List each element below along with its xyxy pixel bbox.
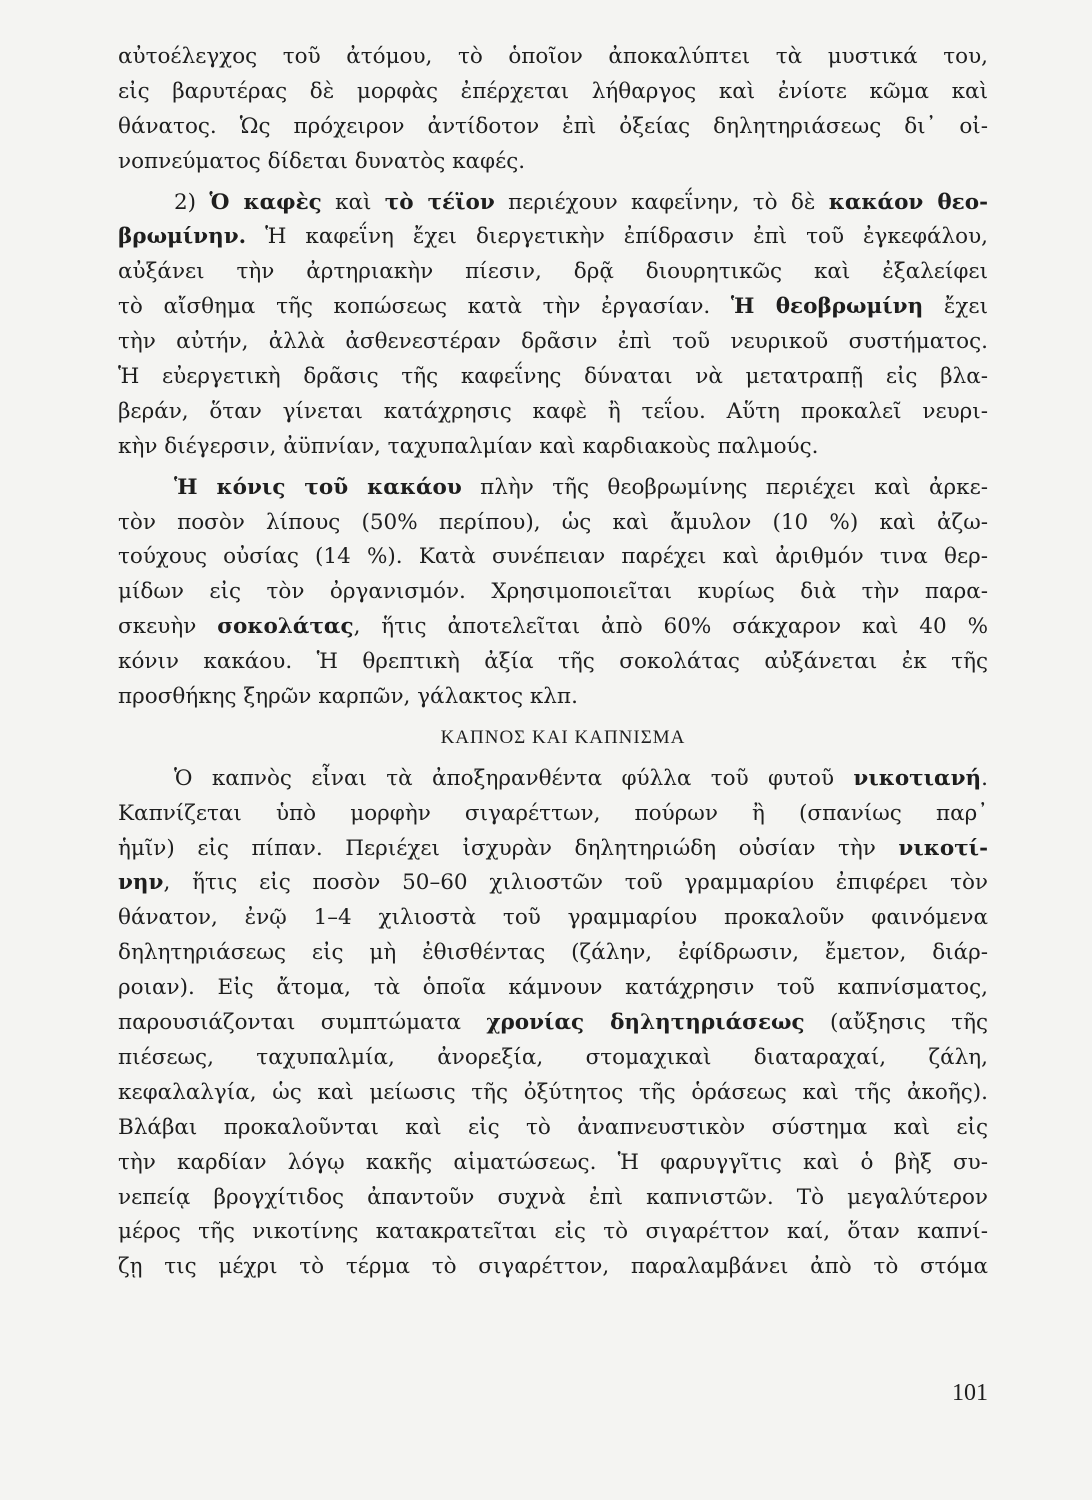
text-segment: Ὁ καπνὸς εἶναι τὰ ἀποξηρανθέντα φύλλα τοῦ φυτοῦ — [174, 765, 854, 791]
text-segment: καὶ — [321, 189, 385, 215]
text-segment: αὐξάνει τὴν ἀρτηριακὴν πίεσιν, δρᾷ διουρητικῶς καὶ ἐξαλείφει — [118, 259, 988, 285]
text-segment: κὴν διέγερσιν, ἀϋπνίαν, ταχυπαλμίαν καὶ καρδιακοὺς παλμούς. — [118, 433, 819, 459]
text-line — [118, 1250, 988, 1285]
text-segment: ΚΑΠΝΟΣ ΚΑΙ ΚΑΠΝΙΣΜΑ — [440, 726, 686, 748]
bold-term: νην — [118, 870, 164, 896]
text-segment: νοπνεύματος δίδεται δυνατὸς καφές. — [118, 148, 526, 174]
text-segment: μέρος τῆς νικοτίνης κατακρατεῖται εἰς τὸ σιγαρέττον καί, ὅταν καπνί- — [118, 1219, 988, 1245]
text-segment: Ἡ εὐεργετικὴ δρᾶσις τῆς καφεΐνης δύναται νὰ μετατραπῇ εἰς βλα- — [118, 364, 988, 390]
text-segment: νεπείᾳ βρογχίτιδος ἀπαντοῦν συχνὰ ἐπὶ καπνιστῶν. Τὸ μεγαλύτερον — [118, 1184, 988, 1210]
text-segment: (αὔξησις τῆς — [804, 1010, 988, 1036]
text-line — [118, 866, 988, 901]
text-segment: τὴν αὐτήν, ἀλλὰ ἀσθενεστέραν δρᾶσιν ἐπὶ τοῦ νευρικοῦ συστήματος. — [118, 329, 988, 355]
text-line — [118, 145, 988, 180]
text-segment: ροιαν). Εἰς ἄτομα, τὰ ὁποῖα κάμνουν κατάχρησιν τοῦ καπνίσματος, — [118, 975, 988, 1001]
text-line — [118, 936, 988, 971]
text-segment: ἔχει — [923, 294, 988, 320]
text-segment: αὐτοέλεγχος τοῦ ἀτόμου, τὸ ὁποῖον ἀποκαλύπτει τὰ μυστικά του, — [118, 44, 988, 69]
text-line — [118, 220, 988, 255]
text-line — [118, 1041, 988, 1076]
text-line — [118, 1111, 988, 1146]
page-body-text — [118, 40, 988, 1285]
text-line — [118, 506, 988, 541]
bold-term: Ἡ κόνις τοῦ κακάου — [174, 474, 462, 500]
text-segment: πιέσεως, ταχυπαλμία, ἀνορεξία, στομαχικαὶ διαταραχαί, ζάλη, — [118, 1044, 988, 1070]
text-segment: τὴν καρδίαν λόγῳ κακῆς αἱματώσεως. Ἡ φαρυγγῖτις καὶ ὁ βὴξ συ- — [118, 1149, 988, 1175]
text-line — [118, 40, 988, 75]
bold-term: χρονίας δηλητηριάσεως — [486, 1010, 805, 1036]
text-line — [118, 797, 988, 832]
text-line — [118, 471, 988, 506]
text-segment: τὸ αἴσθημα τῆς κοπώσεως κατὰ τὴν ἐργασίαν. — [118, 294, 731, 320]
bold-term: σοκολάτας — [217, 614, 354, 640]
text-line — [118, 645, 988, 680]
text-line — [118, 901, 988, 936]
text-line — [118, 832, 988, 867]
text-line — [118, 1215, 988, 1250]
text-line — [118, 680, 988, 715]
text-segment: Καπνίζεται ὑπὸ μορφὴν σιγαρέττων, πούρων ἢ (σπανίως παρ᾽ — [118, 800, 988, 826]
section-heading — [118, 721, 988, 756]
text-segment: θάνατος. Ὡς πρόχειρον ἀντίδοτον ἐπὶ ὀξείας δηλητηριάσεως δι᾽ οἰ- — [118, 113, 988, 139]
text-segment: βεράν, ὅταν γίνεται κατάχρησις καφὲ ἢ τεΐου. Αὕτη προκαλεῖ νευρι- — [118, 398, 988, 424]
text-segment: Ἡ καφεΐνη ἔχει διεργετικὴν ἐπίδρασιν ἐπὶ τοῦ ἐγκεφάλου, — [246, 224, 988, 250]
text-line — [118, 1076, 988, 1111]
text-segment: προσθήκης ξηρῶν καρπῶν, γάλακτος κλπ. — [118, 684, 578, 710]
text-line — [118, 1181, 988, 1216]
text-line — [118, 360, 988, 395]
text-segment: τούχους οὐσίας (14 %). Κατὰ συνέπειαν παρέχει καὶ ἀριθμόν τινα θερ- — [118, 544, 988, 570]
bold-term: κακάον θεο- — [828, 189, 988, 215]
text-line — [118, 75, 988, 110]
text-segment: κεφαλαλγία, ὡς καὶ μείωσις τῆς ὀξύτητος τῆς ὁράσεως καὶ τῆς ἀκοῆς). — [118, 1079, 988, 1105]
text-line — [118, 325, 988, 360]
text-line — [118, 610, 988, 645]
text-segment: μίδων εἰς τὸν ὀργανισμόν. Χρησιμοποιεῖται κυρίως διὰ τὴν παρα- — [118, 579, 988, 605]
page-number: 101 — [952, 1380, 988, 1406]
bold-term: τὸ τέϊον — [384, 189, 495, 215]
text-line — [118, 540, 988, 575]
text-segment: τὸν ποσὸν λίπους (50% περίπου), ὡς καὶ ἄμυλον (10 %) καὶ ἀζω- — [118, 509, 988, 535]
text-line — [118, 255, 988, 290]
text-segment: , ἥτις εἰς ποσὸν 50–60 χιλιοστῶν τοῦ γραμμαρίου ἐπιφέρει τὸν — [163, 870, 988, 896]
text-line — [118, 762, 988, 797]
text-line — [118, 1146, 988, 1181]
text-segment: , ἥτις ἀποτελεῖται ἀπὸ 60% σάκχαρον καὶ 40 % — [353, 614, 988, 640]
text-segment: Βλάβαι προκαλοῦνται καὶ εἰς τὸ ἀναπνευστικὸν σύστημα καὶ εἰς — [118, 1114, 988, 1140]
text-line — [118, 290, 988, 325]
text-line — [118, 395, 988, 430]
text-line — [118, 110, 988, 145]
text-segment: εἰς βαρυτέρας δὲ μορφὰς ἐπέρχεται λήθαργος καὶ ἐνίοτε κῶμα καὶ — [118, 78, 988, 104]
bold-term: νικοτιανή — [853, 765, 982, 791]
text-segment: ἡμῖν) εἰς πίπαν. Περιέχει ἰσχυρὰν δηλητηριώδη οὐσίαν τὴν — [118, 835, 899, 861]
bold-term: νικοτί- — [898, 835, 988, 861]
text-segment: ζῃ τις μέχρι τὸ τέρμα τὸ σιγαρέττον, παραλαμβάνει ἀπὸ τὸ στόμα — [118, 1254, 988, 1280]
bold-term: Ὁ καφὲς — [209, 189, 322, 215]
bold-term: βρωμίνην. — [118, 224, 247, 250]
bold-term: Ἡ θεοβρωμίνη — [730, 294, 924, 320]
text-segment: περιέχουν καφεΐνην, τὸ δὲ — [494, 189, 829, 215]
text-segment: πλὴν τῆς θεοβρωμίνης περιέχει καὶ ἀρκε- — [461, 474, 988, 500]
text-line — [118, 186, 988, 221]
text-segment: παρουσιάζονται συμπτώματα — [118, 1010, 487, 1036]
text-segment: . — [981, 765, 988, 791]
text-segment: σκευὴν — [118, 614, 218, 640]
text-segment: θάνατον, ἐνῷ 1–4 χιλιοστὰ τοῦ γραμμαρίου προκαλοῦν φαινόμενα — [118, 905, 988, 931]
text-segment: 2) — [174, 189, 210, 215]
text-line — [118, 575, 988, 610]
text-segment: κόνιν κακάου. Ἡ θρεπτικὴ ἀξία τῆς σοκολάτας αὐξάνεται ἐκ τῆς — [118, 649, 988, 675]
text-line — [118, 430, 988, 465]
text-line — [118, 971, 988, 1006]
text-line — [118, 1006, 988, 1041]
text-segment: δηλητηριάσεως εἰς μὴ ἐθισθέντας (ζάλην, ἐφίδρωσιν, ἔμετον, διάρ- — [118, 940, 988, 966]
